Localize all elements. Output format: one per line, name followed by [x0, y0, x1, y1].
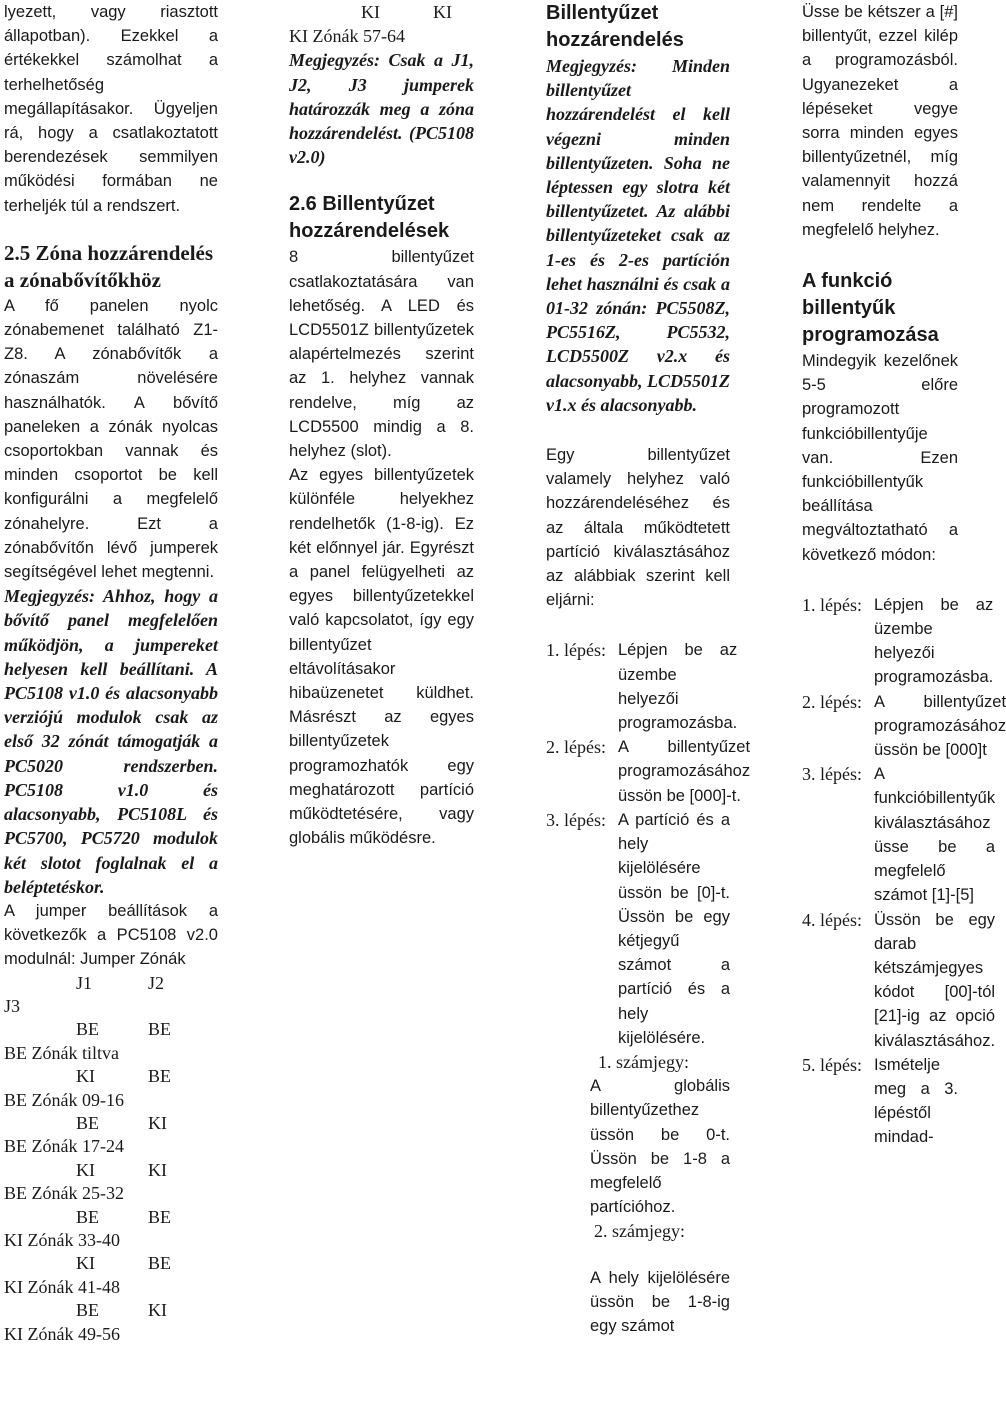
table-row: [4, 1112, 218, 1159]
column-3: [546, 0, 751, 1338]
step-item: [802, 908, 996, 1053]
step-item: [802, 593, 994, 690]
cell-j2: KI: [148, 1159, 167, 1180]
step-item: [546, 638, 738, 735]
step-list: [546, 638, 751, 1049]
intro-paragraph: Üsse be kétszer a [#] billentyűt, ezzel kilép a programozásból. Ugyanezeket a lépéseket vegye sorra minden egyes billentyűzetnél, míg valamennyit hozzá nem rendelte a megfelelő helyhez.: [802, 3, 958, 239]
section-body-1: 8 billentyűzet csatlakoztatására van lehetőség. A LED és LCD5501Z billentyűzetek alapértelmezés szerint az 1. helyhez vannak rendelve, míg az LCD5500 mindig a 8. helyhez (slot).: [289, 248, 474, 461]
jumper-intro: A jumper beállítások a következők a PC5108 v2.0 modulnál: Jumper Zónák: [4, 901, 218, 969]
section-heading-2-5: 2.5 Zóna hozzárendelés a zónabővítőkhöz: [4, 240, 214, 292]
step-label: 3. lépés:: [546, 809, 606, 830]
step-text: Üssön be egy darab kétszámjegyes kódot [00]-tól [21]-ig az opció kiválasztásához.: [874, 910, 996, 1050]
step-text: A billentyűzet programozásához üssön be [000]-t.: [618, 738, 751, 805]
cell-j1: BE: [76, 1112, 100, 1133]
step-label: 5. lépés:: [802, 1054, 862, 1075]
cell-j3: KI: [4, 1276, 23, 1297]
table-header: [4, 972, 218, 995]
cell-j1: BE: [76, 1206, 100, 1227]
note-paragraph: Megjegyzés: Ahhoz, hogy a bővítő panel megfelelően működjön, a jumpereket helyesen kell beállítani. A PC5108 v1.0 és alacsonyabb verziójú modulok csak az első 32 zónát támogatják a PC5020 rendszerben. PC5108 v1.0 és alacsonyabb, PC5108L és PC5700, PC5720 modulok két slotot foglalnak el a beléptetéskor.: [4, 586, 218, 897]
section-heading-function-keys: A funkció billentyűk programozása: [802, 270, 939, 347]
digit-block: [546, 1050, 730, 1338]
step-label: 1. lépés:: [802, 594, 862, 615]
step-label: 2. lépés:: [546, 737, 606, 758]
cell-j3: KI: [4, 1229, 23, 1250]
section-body: Mindegyik kezelőnek 5-5 előre programozott funkcióbillentyűje van. Ezen funkcióbillentyűk beállítása megváltoztatható a következő módon:: [802, 352, 958, 564]
table-row: [4, 1299, 218, 1346]
cell-j1: BE: [76, 1300, 100, 1321]
cell-zones: Zónák 17-24: [31, 1136, 124, 1157]
intro-paragraph: lyezett, vagy riasztott állapotban). Ezekkel a értékekkel számolhat a terhelhetőség megállapításakor. Ügyeljen rá, hogy a csatlakoztatott berendezések semmilyen működési formában ne terheljék túl a rendszert.: [4, 3, 218, 215]
table-row-zones: KI Zónák 57-64: [289, 26, 405, 47]
digit-2-label: 2. számjegy:: [594, 1221, 685, 1242]
cell-j2: BE: [148, 1206, 172, 1227]
cell-j3: KI: [4, 1323, 23, 1344]
step-label: 2. lépés:: [802, 691, 862, 712]
procedure-intro: Egy billentyűzet valamely helyhez való hozzárendeléséhez és az általa működtetett partíció kiválasztásához az alábbiak szerint kell eljárni:: [546, 446, 730, 610]
note-paragraph: Megjegyzés: Csak a J1, J2, J3 jumperek határozzák meg a zóna hozzárendelést. (PC5108 v2.0): [289, 50, 474, 168]
digit-1-label: 1. számjegy:: [598, 1051, 689, 1072]
cell-j2: KI: [433, 2, 452, 22]
table-row: [4, 1206, 218, 1253]
cell-j3: BE: [4, 1136, 28, 1157]
header-j3: J3: [4, 995, 21, 1016]
cell-zones: Zónák 33-40: [27, 1229, 120, 1250]
step-text: A partíció és a hely kijelölésére üssön be [0]-t. Üssön be egy kétjegyű számot a partíció és a hely kijelölésére.: [618, 810, 730, 1047]
table-row: [4, 1065, 218, 1112]
column-2: [289, 0, 474, 851]
column-4: [802, 0, 1006, 1150]
cell-j3: BE: [4, 1183, 28, 1204]
step-text: Lépjen be az üzembe helyezői programozásba.: [874, 595, 994, 687]
section-heading-2-6: 2.6 Billentyűzet hozzárendelések: [289, 193, 450, 243]
step-item: [802, 762, 996, 907]
step-item: [546, 808, 730, 1050]
note-paragraph: Megjegyzés: Minden billentyűzet hozzárendelést el kell végezni minden billentyűzeten. Soha ne léptessen egy slotra két billentyűzetet. Az alábbi billentyűzeteket csak az 1-es és 2-es partíción lehet használni és csak a 01-32 zónán: PC5508Z, PC5516Z, PC5532, LCD5500Z v2.x és alacsonyabb, LCD5501Z v1.x és alacsonyabb.: [546, 56, 730, 415]
cell-zones: Zónák 09-16: [31, 1089, 124, 1110]
step-text: Ismételje meg a 3. lépéstől mindad-: [874, 1055, 958, 1147]
section-body: A fő panelen nyolc zónabemenet található Z1-Z8. A zónabővítők a zónaszám növelésére használhatók. A bővítő paneleken a zónák nyolcas csoportokban vannak és minden csoportot be kell konfigurálni a megfelelő zónahelyre. Ezt a zónabővítőn lévő jumperek segítségével lehet megtenni.: [4, 296, 218, 582]
step-text: Lépjen be az üzembe helyezői programozásba.: [618, 641, 738, 733]
cell-j2: BE: [148, 1019, 172, 1040]
jumper-table: [4, 972, 218, 1347]
step-list: [802, 593, 1006, 1150]
header-j1: J1: [76, 972, 93, 993]
step-item: [802, 690, 1006, 763]
section-body-2: Az egyes billentyűzetek különféle helyekhez rendelhetők (1-8-ig). Ez két előnnyel jár. Egyrészt a panel felügyelheti az egyes billentyűzetekkel való kapcsolatot, így egy billentyűzet eltávolításakor hibaüzenetet küldhet. Másrészt az egyes billentyűzetek programozhatók egy meghatározott partíció működtetésére, vagy globális működésre.: [289, 466, 474, 848]
header-j2: J2: [148, 972, 165, 993]
cell-j2: BE: [148, 1066, 172, 1087]
step-label: 3. lépés:: [802, 764, 862, 785]
cell-j2: BE: [148, 1253, 172, 1274]
digit-1-text: A globális billentyűzethez üssön be 0-t. Üssön be 1-8 a megfelelő partícióhoz.: [590, 1077, 730, 1217]
cell-j3: BE: [4, 1089, 28, 1110]
table-row: [4, 1252, 218, 1299]
digit-2-text: A hely kijelölésére üssön be 1-8-ig egy számot: [590, 1268, 730, 1335]
cell-j1: KI: [76, 1159, 95, 1180]
subsection-heading: Billentyűzet hozzárendelés: [546, 2, 684, 51]
step-text: A billentyűzet programozásához üssön be [000]t: [874, 692, 1006, 760]
cell-j2: KI: [148, 1300, 167, 1321]
step-label: 4. lépés:: [802, 909, 862, 930]
table-row: [4, 1018, 218, 1065]
table-row: [4, 1159, 218, 1206]
step-item: [546, 735, 751, 808]
cell-zones: Zónák 49-56: [27, 1323, 120, 1344]
table-row: [289, 0, 474, 24]
cell-j2: KI: [148, 1112, 167, 1133]
step-label: 1. lépés:: [546, 640, 606, 661]
step-text: A funkcióbillentyűk kiválasztásához üsse be a megfelelő számot [1]-[5]: [874, 765, 996, 905]
column-1: [4, 0, 218, 1346]
cell-j1: KI: [76, 1253, 95, 1274]
cell-j1: BE: [76, 1019, 100, 1040]
cell-zones: Zónák 41-48: [27, 1276, 120, 1297]
cell-zones: Zónák tiltva: [31, 1042, 119, 1063]
step-item: [802, 1053, 958, 1150]
cell-j1: KI: [76, 1066, 95, 1087]
cell-zones: Zónák 25-32: [31, 1183, 124, 1204]
cell-j3: BE: [4, 1042, 28, 1063]
cell-j1: KI: [361, 2, 380, 22]
